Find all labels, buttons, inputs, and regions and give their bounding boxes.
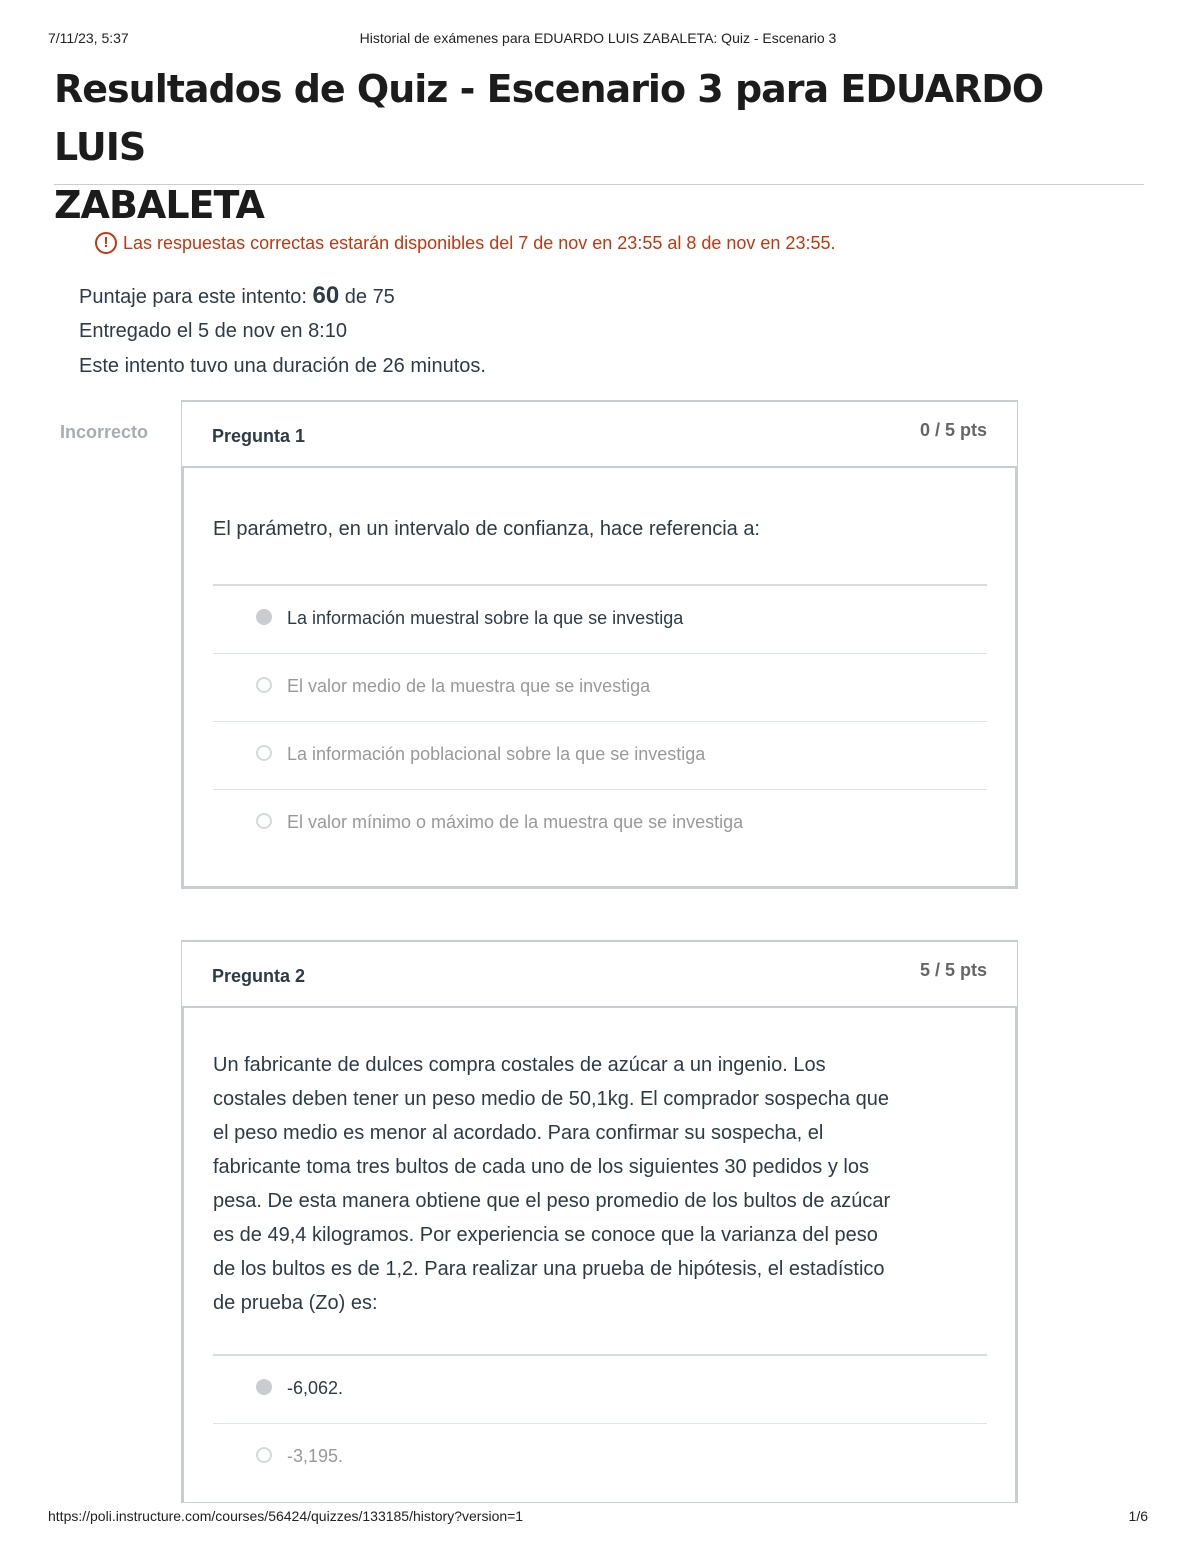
title-divider	[54, 184, 1144, 185]
question-text-line: costales deben tener un peso medio de 50,1kg. El comprador sospecha que	[213, 1088, 889, 1110]
question-text-line: de prueba (Zo) es:	[213, 1292, 378, 1314]
question-card	[181, 400, 1018, 889]
question-name: Pregunta 1	[212, 426, 306, 446]
page-title	[54, 60, 1134, 234]
answer-option	[213, 1356, 987, 1424]
print-url: https://poli.instructure.com/courses/56424/quizzes/133185/history?version=1	[48, 1508, 524, 1524]
print-document-title: Historial de exámenes para EDUARDO LUIS ZABALETA: Quiz - Escenario 3	[359, 30, 837, 46]
question-status-badge: Incorrecto	[60, 422, 149, 442]
answer-option	[213, 654, 987, 722]
question-name: Pregunta 2	[212, 966, 306, 986]
radio-unselected-icon	[256, 813, 272, 829]
score-total: de 75	[339, 286, 395, 308]
notice-text: Las respuestas correctas estarán disponibles del 7 de nov en 23:55 al 8 de nov en 23:55.	[123, 232, 836, 253]
answer-option	[213, 1424, 987, 1491]
question-text: El parámetro, en un intervalo de confianza, hace referencia a:	[213, 468, 987, 586]
question-header	[182, 942, 1017, 1008]
answer-label: La información poblacional sobre la que se investiga	[287, 744, 706, 764]
answer-label: La información muestral sobre la que se investiga	[287, 608, 684, 628]
answer-label: -3,195.	[287, 1446, 344, 1466]
question-body	[182, 468, 1017, 888]
radio-unselected-icon	[256, 745, 272, 761]
print-footer	[48, 1508, 1148, 1526]
answer-list	[213, 1356, 987, 1491]
radio-unselected-icon	[256, 677, 272, 693]
attempt-summary	[79, 282, 486, 387]
print-header	[48, 30, 1148, 48]
answer-option	[213, 586, 987, 654]
question-points: 5 / 5 pts	[919, 960, 987, 980]
page-title-line-1: Resultados de Quiz - Escenario 3 para EDUARDO LUIS	[54, 67, 1044, 169]
question-body	[182, 1008, 1017, 1503]
question-text-line: el peso medio es menor al acordado. Para confirmar su sospecha, el	[213, 1122, 824, 1144]
answer-option	[213, 722, 987, 790]
answer-label: -6,062.	[287, 1378, 344, 1398]
submitted-line: Entregado el 5 de nov en 8:10	[79, 320, 347, 342]
question-text-line: es de 49,4 kilogramos. Por experiencia se conoce que la varianza del peso	[213, 1224, 878, 1246]
answer-option	[213, 790, 987, 857]
question-text-line: pesa. De esta manera obtiene que el peso promedio de los bultos de azúcar	[213, 1190, 891, 1212]
score-label: Puntaje para este intento:	[79, 286, 313, 308]
question-points: 0 / 5 pts	[919, 420, 987, 440]
answers-availability-notice	[95, 232, 835, 254]
question-text-line: fabricante toma tres bultos de cada uno de los siguientes 30 pedidos y los	[213, 1156, 869, 1178]
question-text-line: de los bultos es de 1,2. Para realizar una prueba de hipótesis, el estadístico	[213, 1258, 885, 1280]
score-value: 60	[312, 282, 340, 309]
answer-list	[213, 586, 987, 886]
warning-icon: !	[95, 232, 117, 254]
page-title-line-2: ZABALETA	[54, 183, 264, 227]
radio-unselected-icon	[256, 1447, 272, 1463]
question-card	[181, 940, 1018, 1503]
radio-selected-icon	[256, 609, 272, 625]
score-line	[79, 282, 486, 317]
question-header	[182, 402, 1017, 468]
page-number: 1/6	[1128, 1508, 1148, 1524]
question-text-line: Un fabricante de dulces compra costales de azúcar a un ingenio. Los	[213, 1054, 826, 1076]
question-text	[213, 1008, 987, 1356]
answer-label: El valor medio de la muestra que se investiga	[287, 676, 651, 696]
duration-line: Este intento tuvo una duración de 26 minutos.	[79, 355, 486, 377]
answer-label: El valor mínimo o máximo de la muestra que se investiga	[287, 812, 744, 832]
print-date: 7/11/23, 5:37	[48, 30, 129, 46]
radio-selected-icon	[256, 1379, 272, 1395]
